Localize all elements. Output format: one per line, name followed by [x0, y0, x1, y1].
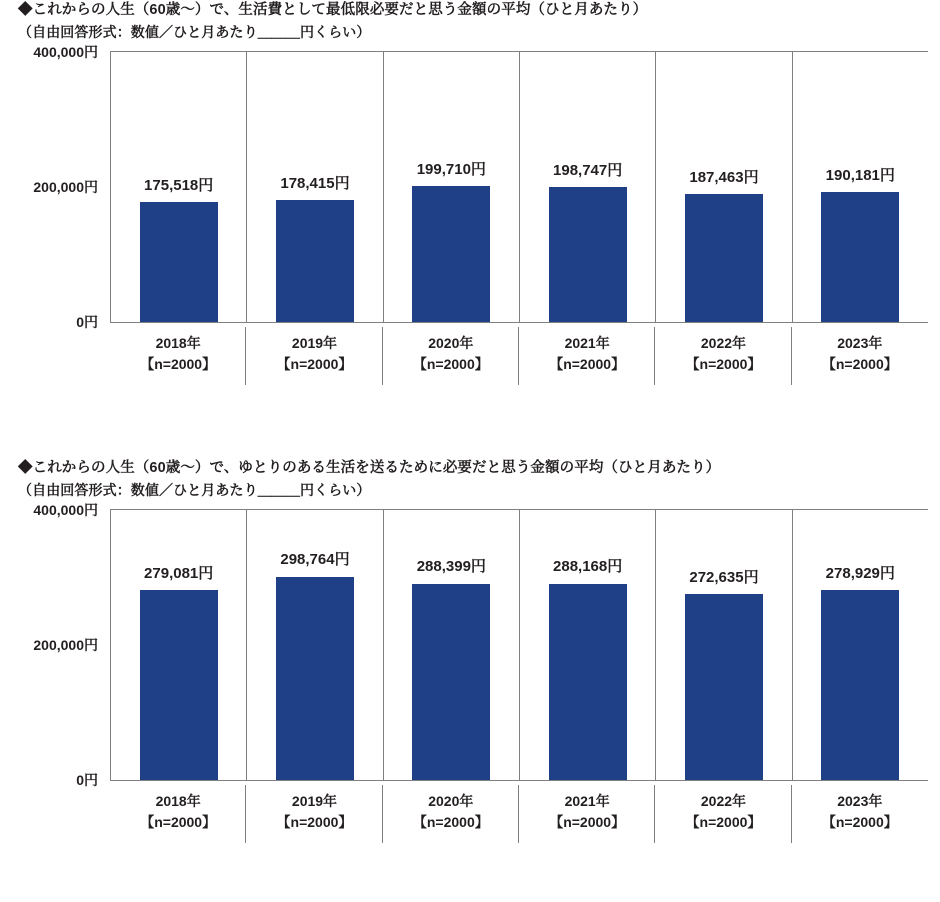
- bar[interactable]: [412, 186, 490, 322]
- y-tick-400000: 400,000円: [33, 43, 98, 60]
- x-label-year: 2021年: [564, 792, 610, 809]
- bar[interactable]: [276, 200, 354, 321]
- chart-1-y-axis: [0, 43, 104, 330]
- chart-block-comfortable-living-cost: [0, 458, 940, 902]
- x-label-year: 2018年: [155, 334, 201, 351]
- x-label-n: 【n=2000】: [821, 356, 898, 373]
- bar-value: 175,518円: [144, 176, 214, 194]
- bar-cell: [111, 509, 247, 780]
- y-tick-0: 0円: [76, 771, 98, 788]
- bar-cell: [384, 509, 520, 780]
- x-label-2020: [383, 327, 519, 376]
- x-label-n: 【n=2000】: [140, 814, 217, 831]
- x-label-n: 【n=2000】: [685, 356, 762, 373]
- bar-value: 278,929円: [825, 564, 895, 582]
- x-label-n: 【n=2000】: [685, 814, 762, 831]
- bar-cell: [793, 51, 928, 322]
- chart-2-title: ◆これからの人生（60歳～）で、ゆとりのある生活を送るために必要だと思う金額の平均（ひと月あたり）: [18, 460, 721, 476]
- x-label-2021: [519, 327, 655, 376]
- bar-cell: [247, 51, 383, 322]
- bar-value: 187,463円: [689, 168, 759, 186]
- x-label-year: 2019年: [291, 334, 338, 351]
- chart-1-bars: [111, 51, 928, 322]
- bar[interactable]: [549, 187, 627, 322]
- chart-1-plot-area: [110, 51, 928, 323]
- bar-cell: [656, 51, 792, 322]
- bar-value: 288,399円: [416, 557, 486, 575]
- bar-value: 178,415円: [280, 174, 350, 192]
- y-tick-200000: 200,000円: [33, 178, 98, 195]
- chart-1-subtitle: （自由回答形式：数値／ひと月あたり＿＿＿円くらい）: [18, 23, 371, 40]
- bar[interactable]: [276, 577, 354, 780]
- x-label-year: 2021年: [564, 334, 610, 351]
- x-label-year: 2022年: [700, 792, 747, 809]
- x-label-n: 【n=2000】: [276, 814, 353, 831]
- bar-value: 288,168円: [553, 557, 623, 575]
- bar[interactable]: [412, 584, 490, 780]
- x-label-2019: [246, 327, 382, 376]
- x-label-n: 【n=2000】: [549, 814, 626, 831]
- chart-1-plot-wrap: [0, 43, 940, 381]
- x-label-n: 【n=2000】: [821, 814, 898, 831]
- bar-value: 272,635円: [689, 568, 759, 586]
- x-label-year: 2019年: [291, 792, 338, 809]
- bar-value: 190,181円: [825, 166, 895, 184]
- bar-cell: [111, 51, 247, 322]
- x-label-2018: [110, 327, 246, 376]
- bar-cell: [656, 509, 792, 780]
- chart-2-plot-wrap: [0, 501, 940, 839]
- bar[interactable]: [821, 590, 899, 780]
- chart-2-plot-area: [110, 509, 928, 781]
- x-label-2023: [792, 327, 928, 376]
- x-label-2019: [246, 785, 382, 834]
- bar-cell: [520, 509, 656, 780]
- y-tick-200000: 200,000円: [33, 636, 98, 653]
- x-label-2022: [655, 785, 791, 834]
- chart-2-titles: [0, 458, 940, 501]
- x-label-2020: [383, 785, 519, 834]
- x-label-n: 【n=2000】: [412, 814, 489, 831]
- bar[interactable]: [821, 192, 899, 321]
- bar-cell: [247, 509, 383, 780]
- x-label-n: 【n=2000】: [140, 356, 217, 373]
- x-label-year: 2018年: [155, 792, 201, 809]
- y-tick-400000: 400,000円: [33, 501, 98, 518]
- x-label-2022: [655, 327, 791, 376]
- chart-2-subtitle: （自由回答形式：数値／ひと月あたり＿＿＿円くらい）: [18, 481, 371, 498]
- bar-value: 199,710円: [416, 160, 486, 178]
- x-label-year: 2020年: [428, 792, 474, 809]
- bar[interactable]: [140, 202, 218, 321]
- x-label-n: 【n=2000】: [549, 356, 626, 373]
- x-label-n: 【n=2000】: [276, 356, 353, 373]
- bar-cell: [520, 51, 656, 322]
- bar[interactable]: [685, 194, 763, 322]
- chart-2-bars: [111, 509, 928, 780]
- x-label-2021: [519, 785, 655, 834]
- bar-value: 198,747円: [553, 161, 623, 179]
- chart-block-minimum-living-cost: [0, 0, 940, 440]
- chart-2-x-axis: [110, 785, 928, 834]
- chart-1-x-axis: [110, 327, 928, 376]
- x-label-year: 2023年: [837, 792, 883, 809]
- bar[interactable]: [685, 594, 763, 779]
- y-tick-0: 0円: [76, 313, 98, 330]
- x-label-2018: [110, 785, 246, 834]
- x-label-2023: [792, 785, 928, 834]
- bar-value: 279,081円: [144, 564, 214, 582]
- bar-cell: [793, 509, 928, 780]
- x-label-year: 2023年: [837, 334, 883, 351]
- bar[interactable]: [140, 590, 218, 780]
- chart-1-title: ◆これからの人生（60歳～）で、生活費として最低限必要だと思う金額の平均（ひと月あたり）: [18, 2, 648, 18]
- x-label-year: 2020年: [428, 334, 474, 351]
- chart-2-y-axis: [0, 501, 104, 788]
- x-label-year: 2022年: [700, 334, 747, 351]
- bar[interactable]: [549, 584, 627, 780]
- chart-1-titles: [0, 0, 940, 43]
- x-label-n: 【n=2000】: [412, 356, 489, 373]
- bar-value: 298,764円: [280, 550, 350, 568]
- bar-cell: [384, 51, 520, 322]
